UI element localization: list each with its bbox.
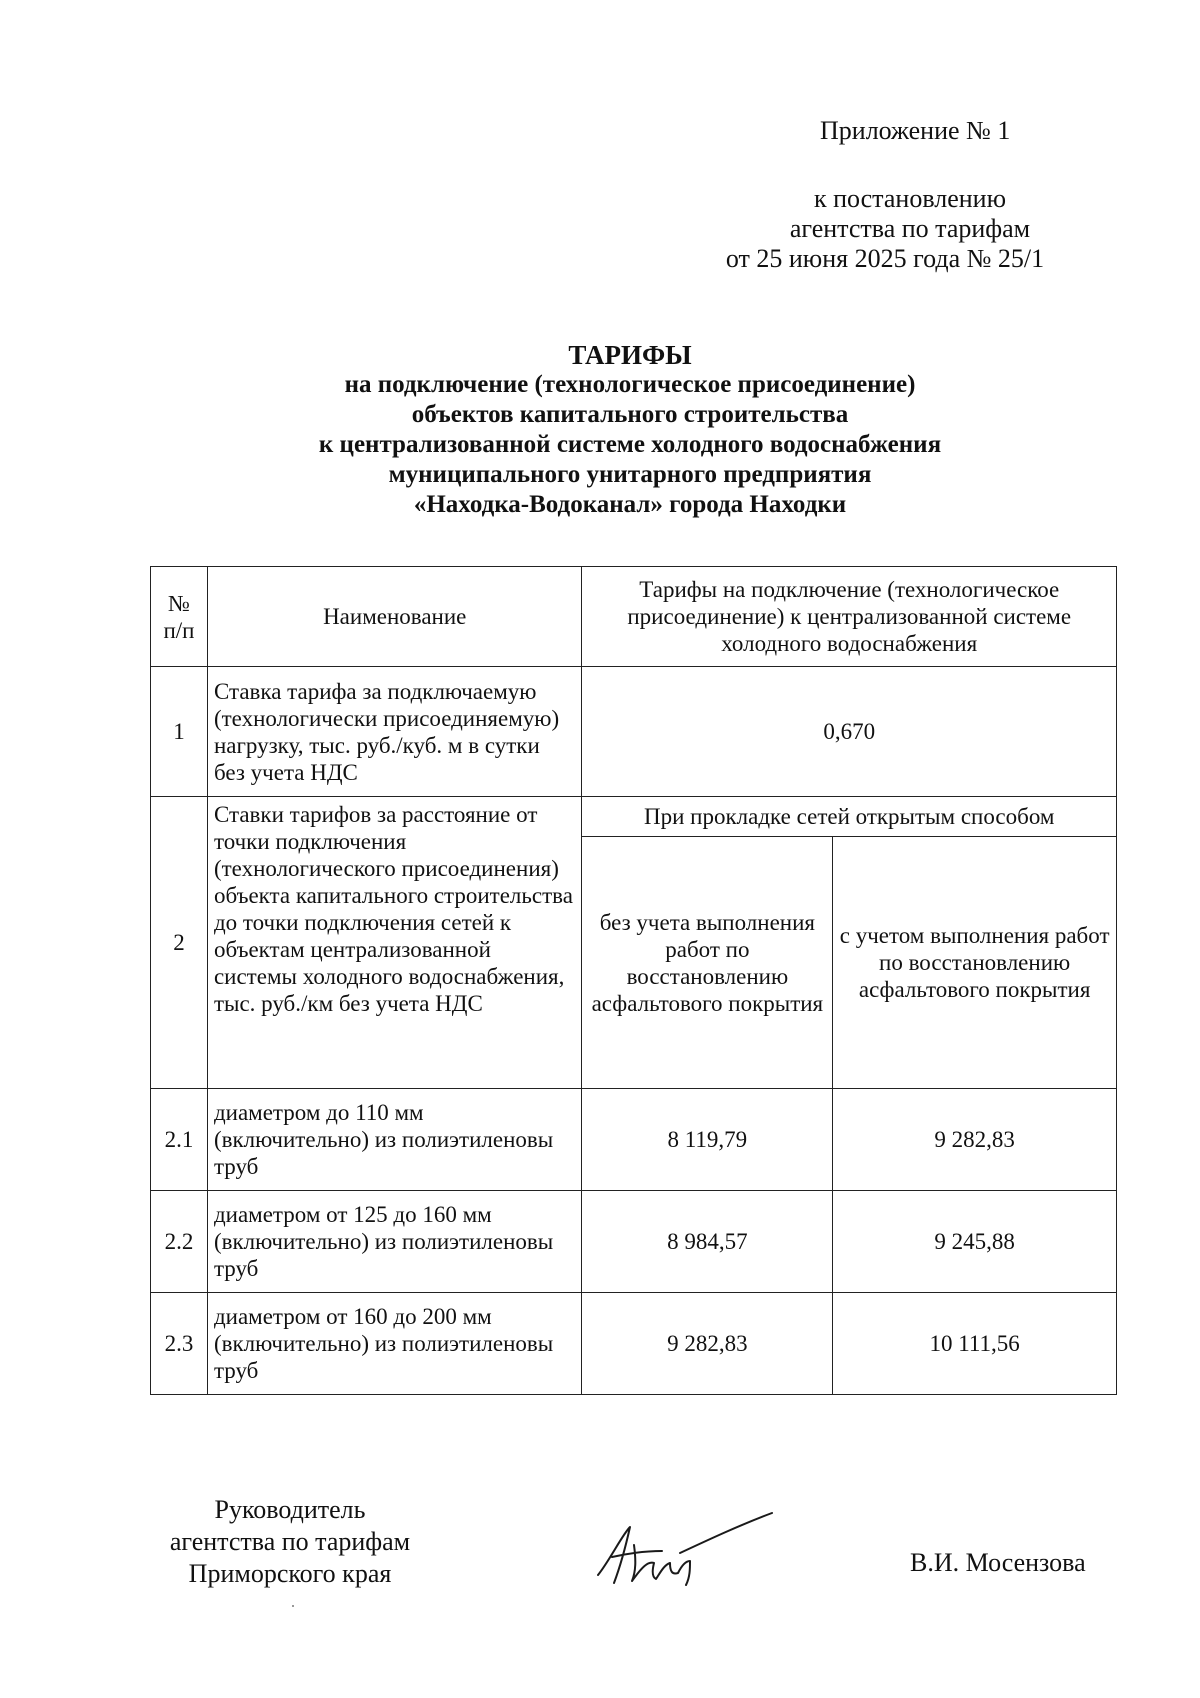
appendix-line: к постановлению — [813, 184, 1007, 213]
document-heading — [180, 340, 1080, 520]
row-num: 2.3 — [151, 1293, 208, 1395]
signatory-name: В.И. Мосензова — [910, 1548, 1086, 1577]
signatory-position-line: Приморского края — [188, 1559, 392, 1588]
header-tariffs: Тарифы на подключение (технологическое присоединение) к централизованной системе холодного водоснабжения — [582, 567, 1117, 667]
appendix-line: агентства по тарифам — [789, 214, 1031, 243]
row-value-with: 10 111,56 — [833, 1293, 1117, 1395]
heading-line: к централизованной системе холодного водоснабжения — [318, 431, 942, 458]
signatory-position-line: агентства по тарифам — [169, 1527, 411, 1556]
row-name: диаметром от 160 до 200 мм (включительно) из полиэтиленовы труб — [207, 1293, 582, 1395]
row-name: Ставки тарифов за расстояние от точки подключения (технологического присоединения) объекта капитального строительства до точки подключения сетей к объектам централизованной системы холодного водоснабжения, тыс. руб./км без учета НДС — [207, 797, 582, 1089]
row-name: диаметром до 110 мм (включительно) из полиэтиленовы труб — [207, 1089, 582, 1191]
method-subheader: При прокладке сетей открытым способом — [582, 797, 1117, 837]
row-num: 2 — [151, 797, 208, 1089]
signatory-position-line: Руководитель — [214, 1495, 366, 1524]
row-num: 2.1 — [151, 1089, 208, 1191]
row-num: 1 — [151, 667, 208, 797]
heading-line: муниципального унитарного предприятия — [388, 461, 872, 488]
signatory-position — [140, 1494, 440, 1590]
row-value-without: 9 282,83 — [582, 1293, 833, 1395]
table-row — [151, 1089, 1117, 1191]
scan-speck — [292, 1605, 294, 1607]
header-num: № п/п — [151, 567, 208, 667]
header-name: Наименование — [207, 567, 582, 667]
heading-line: объектов капитального строительства — [411, 401, 849, 428]
table-row — [151, 667, 1117, 797]
document-title: ТАРИФЫ — [568, 340, 692, 370]
row-num: 2.2 — [151, 1191, 208, 1293]
appendix-line: от 25 июня 2025 года № 25/1 — [725, 244, 1045, 273]
row-value-with: 9 245,88 — [833, 1191, 1117, 1293]
row-name: Ставка тарифа за подключаемую (технологически присоединяемую) нагрузку, тыс. руб./куб. м в сутки без учета НДС — [207, 667, 582, 797]
table-row — [151, 1191, 1117, 1293]
table-row — [151, 1293, 1117, 1395]
appendix-title: Приложение № 1 — [820, 116, 1011, 145]
row-value-with: 9 282,83 — [833, 1089, 1117, 1191]
handwritten-signature — [590, 1505, 780, 1595]
row-name: диаметром от 125 до 160 мм (включительно) из полиэтиленовы труб — [207, 1191, 582, 1293]
appendix-reference — [725, 184, 1060, 274]
heading-line: на подключение (технологическое присоединение) — [344, 371, 916, 398]
subheader-without-asphalt: без учета выполнения работ по восстановлению асфальтового покрытия — [582, 837, 833, 1089]
row-value: 0,670 — [582, 667, 1117, 797]
tariff-table — [150, 566, 1117, 1395]
heading-line: «Находка-Водоканал» города Находки — [413, 491, 847, 518]
row-value-without: 8 119,79 — [582, 1089, 833, 1191]
table-header-row — [151, 567, 1117, 667]
table-row — [151, 797, 1117, 837]
subheader-with-asphalt: с учетом выполнения работ по восстановлению асфальтового покрытия — [833, 837, 1117, 1089]
row-value-without: 8 984,57 — [582, 1191, 833, 1293]
